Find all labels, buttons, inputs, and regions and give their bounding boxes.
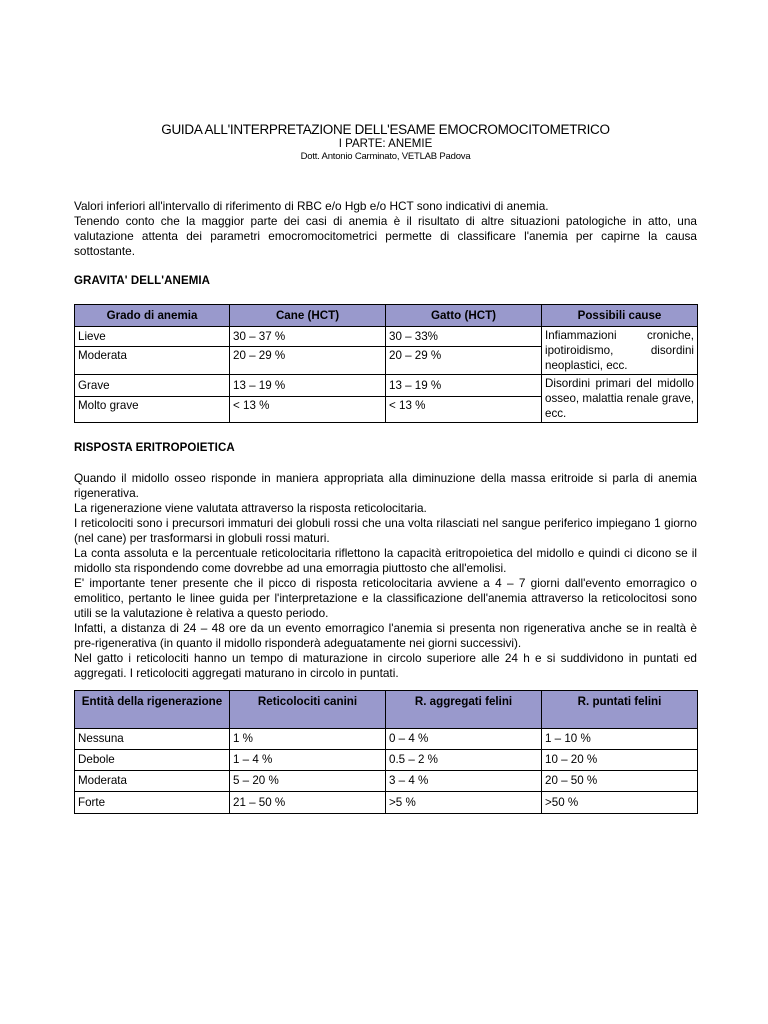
table-cell: >5 % — [386, 792, 542, 814]
table-cell: 30 – 37 % — [230, 327, 386, 347]
table-cell: 1 – 10 % — [542, 729, 698, 750]
table-cell: 1 – 4 % — [230, 750, 386, 771]
table-cell: 3 – 4 % — [386, 771, 542, 792]
table-cell: 0 – 4 % — [386, 729, 542, 750]
column-header: Cane (HCT) — [230, 305, 386, 327]
body-paragraph: La conta assoluta e la percentuale reticolocitaria riflettono la capacità eritropoietica del midollo e quindi ci dicono se il midollo sta rispondendo come dovrebbe ad una emorragia piuttosto che all'emolisi. — [74, 546, 697, 575]
table-row — [75, 771, 698, 792]
table-cell: 5 – 20 % — [230, 771, 386, 792]
table-cell: 20 – 50 % — [542, 771, 698, 792]
section-heading-erythropoietic: RISPOSTA ERITROPOIETICA — [74, 442, 235, 454]
document-author: Dott. Antonio Carminato, VETLAB Padova — [300, 151, 471, 162]
table-cell: Moderata — [75, 347, 230, 375]
table-header-row — [75, 691, 698, 729]
column-header: Gatto (HCT) — [386, 305, 542, 327]
document-header — [74, 121, 697, 163]
column-header: R. aggregati felini — [386, 691, 542, 729]
table-row — [75, 792, 698, 814]
section-heading-severity: GRAVITA' DELL'ANEMIA — [74, 275, 211, 287]
table-cell-causes: Infiammazioni croniche, ipotiroidismo, disordini neoplastici, ecc. — [542, 327, 698, 375]
intro-paragraph: Tenendo conto che la maggior parte dei casi di anemia è il risultato di altre situazioni patologiche in atto, una valutazione attenta dei parametri emocromocitometrici permette di classificare l'anemia per capirne la causa sottostante. — [74, 214, 697, 258]
column-header: Entità della rigenerazione — [75, 691, 230, 729]
table-cell: Lieve — [75, 327, 230, 347]
regeneration-table — [74, 690, 698, 814]
table-cell: 20 – 29 % — [386, 347, 542, 375]
table-row — [75, 375, 698, 397]
table-cell: 1 % — [230, 729, 386, 750]
table-cell: Forte — [75, 792, 230, 814]
document-subtitle: I PARTE: ANEMIE — [338, 138, 433, 150]
table-cell: < 13 % — [230, 397, 386, 423]
table-cell: Debole — [75, 750, 230, 771]
body-paragraph: La rigenerazione viene valutata attraverso la risposta reticolocitaria. — [74, 501, 427, 515]
body-paragraph: Nel gatto i reticolociti hanno un tempo di maturazione in circolo superiore alle 24 h e si suddividono in puntati ed aggregati. I reticolociti aggregati maturano in circolo in puntati. — [74, 651, 697, 680]
table-row — [75, 729, 698, 750]
table-cell: < 13 % — [386, 397, 542, 423]
body-paragraph: Quando il midollo osseo risponde in maniera appropriata alla diminuzione della massa eritroide si parla di anemia rigenerativa. — [74, 471, 697, 500]
column-header: R. puntati felini — [542, 691, 698, 729]
document-title: GUIDA ALL'INTERPRETAZIONE DELL'ESAME EMOCROMOCITOMETRICO — [161, 122, 610, 137]
table-cell: Molto grave — [75, 397, 230, 423]
table-cell: Grave — [75, 375, 230, 397]
table-cell: 13 – 19 % — [230, 375, 386, 397]
table-cell: 0.5 – 2 % — [386, 750, 542, 771]
column-header: Reticolociti canini — [230, 691, 386, 729]
anemia-severity-table — [74, 304, 698, 423]
table-cell: 13 – 19 % — [386, 375, 542, 397]
column-header: Possibili cause — [542, 305, 698, 327]
column-header: Grado di anemia — [75, 305, 230, 327]
table-header-row — [75, 305, 698, 327]
table-cell-causes: Disordini primari del midollo osseo, malattia renale grave, ecc. — [542, 375, 698, 423]
intro-paragraph: Valori inferiori all'intervallo di riferimento di RBC e/o Hgb e/o HCT sono indicativi di anemia. — [74, 199, 549, 213]
table-cell: 21 – 50 % — [230, 792, 386, 814]
intro-section — [74, 199, 697, 259]
body-paragraph: I reticolociti sono i precursori immaturi dei globuli rossi che una volta rilasciati nel sangue periferico impiegano 1 giorno (nel cane) per trasformarsi in globuli rossi maturi. — [74, 516, 697, 545]
table-row — [75, 327, 698, 347]
table-cell: Nessuna — [75, 729, 230, 750]
table-cell: 10 – 20 % — [542, 750, 698, 771]
table-cell: 30 – 33% — [386, 327, 542, 347]
body-paragraph: Infatti, a distanza di 24 – 48 ore da un evento emorragico l'anemia si presenta non rigenerativa anche se in realtà è pre-rigenerativa (in quanto il midollo risponderà adeguatamente nei giorni successivi). — [74, 621, 697, 650]
erythropoietic-section — [74, 471, 697, 681]
table-row — [75, 750, 698, 771]
table-cell: 20 – 29 % — [230, 347, 386, 375]
table-cell: Moderata — [75, 771, 230, 792]
table-cell: >50 % — [542, 792, 698, 814]
body-paragraph: E' importante tener presente che il picco di risposta reticolocitaria avviene a 4 – 7 giorni dall'evento emorragico o emolitico, pertanto le linee guida per l'interpretazione e la classificazione dell'anemia attraverso la reticolocitosi sono utili se la valutazione è relativa a questo periodo. — [74, 576, 697, 620]
